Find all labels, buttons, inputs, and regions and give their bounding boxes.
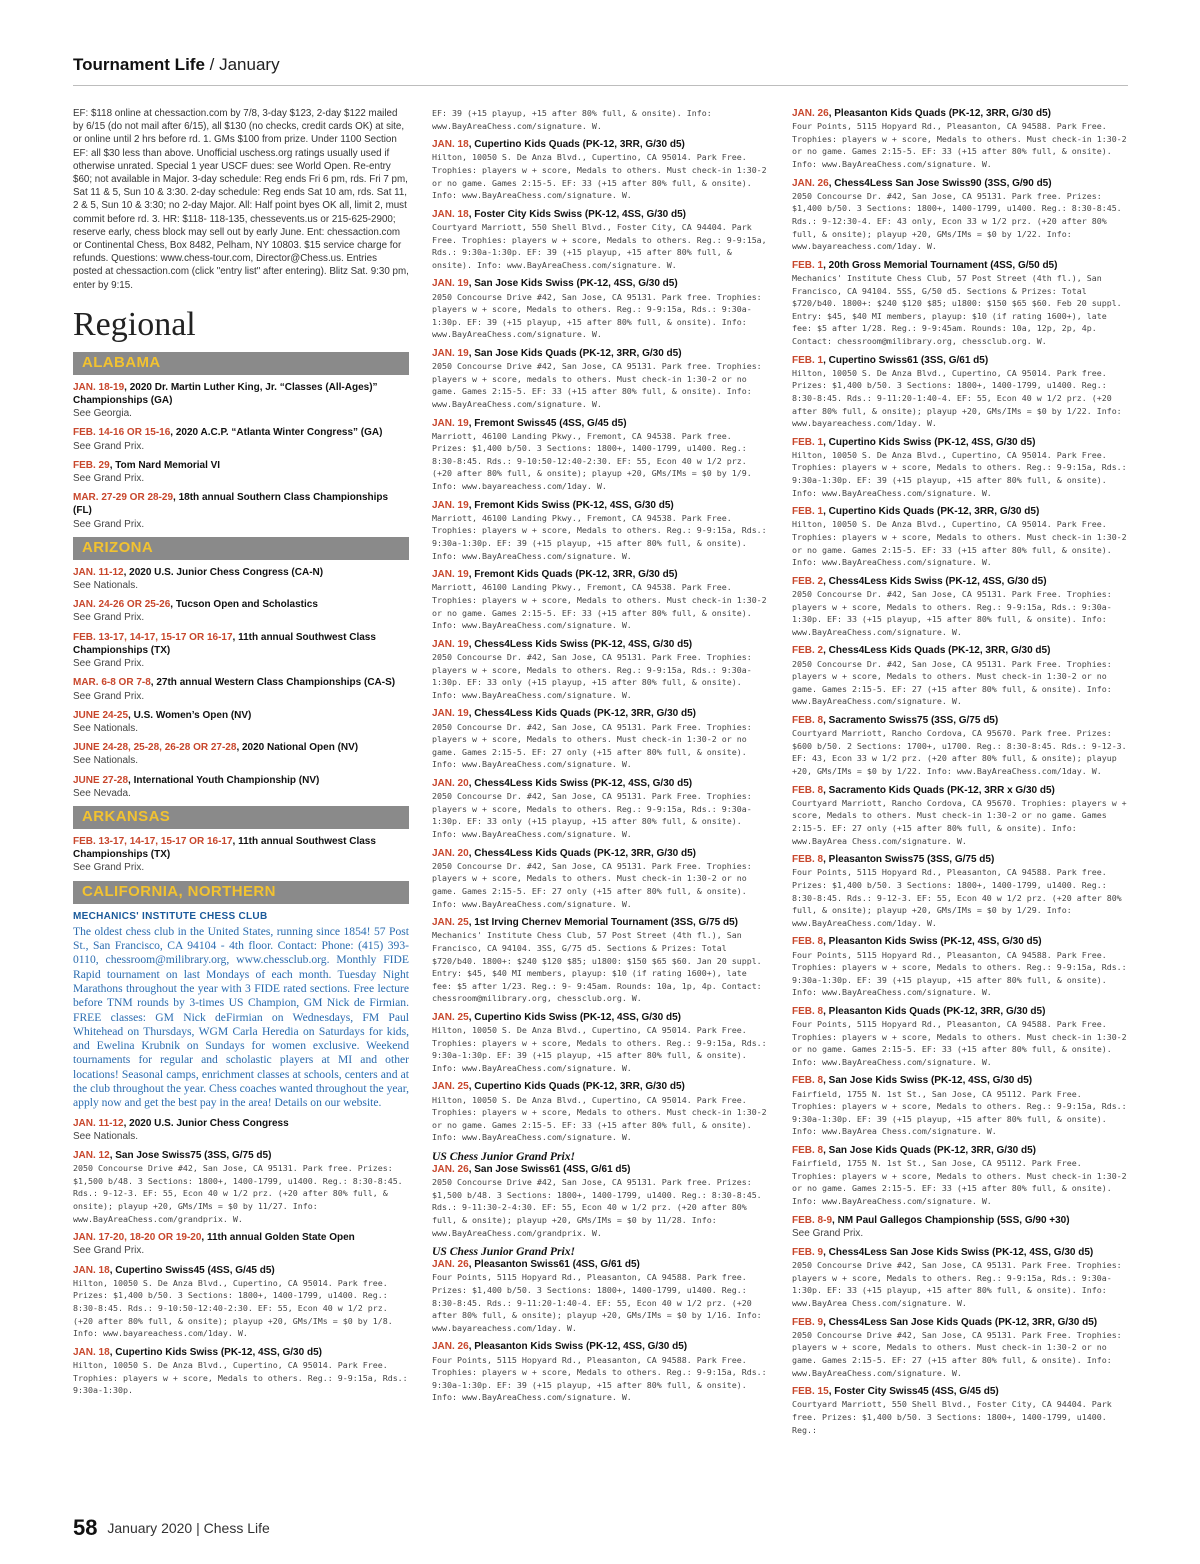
event-details: See Grand Prix. [73,690,145,702]
event-name: , 11th annual Southwest Class Championships (TX) [73,835,376,861]
event-name: , 2020 U.S. Junior Chess Congress [123,1117,289,1129]
event-title [432,1258,768,1271]
section-title: Tournament Life [73,55,205,74]
event-details: Courtyard Marriott, 550 Shell Blvd., Foster City, CA 94404. Park Free. Trophies: players w + score, Medals to others. Reg.: 9-9:15a, Rds.: 9:30a-1:30p. EF: 39 (+15 playup, +15 after 80% full, & onsite). Info: www.BayAreaChess.com/signature. W. [432,221,767,270]
event-details: Mechanics' Institute Chess Club, 57 Post Street (4th fl.), San Francisco, CA 94104. 3SS, G/75 d5. Sections & Prizes: Total $720/b40. 1800+: $240 $120 $85; u1800: $150 $65 $60. Jan 20 suppl. Entry: $45, $40 MI members, playup: $10 (if rating 1600+), late fee: $5 after 1/23. Reg.: 9- 9:45am. Rounds: 10a, 1p, 4p. Contact: chessroom@milibrary.org, chessclub.org. W. [432,930,762,1004]
event-details: See Grand Prix. [73,658,145,670]
event-listing [792,107,1128,171]
event-name: , 27th annual Western Class Championships (CA-S) [150,677,396,689]
event-date: FEB. 8 [792,854,824,866]
state-header: ARKANSAS [73,806,409,829]
event-listing [792,1144,1128,1208]
event-date: JAN. 26 [432,1259,469,1271]
event-details: 2050 Concourse Dr. #42, San Jose, CA 95131. Park Free. Trophies: players w + score, Medals to others. Reg.: 9-9:15a, Rds.: 9:30a-1:30p. EF: 33 (+15 playup, +15 after 80% full, & onsite). Info: www.BayAreaChess.com/signature. W. [792,589,1112,637]
event-details: See Nevada. [73,787,131,799]
event-title [792,1214,1128,1227]
event-date: JAN. 26 [432,1164,469,1176]
event-details: EF: 39 (+15 playup, +15 after 80% full, & onsite). Info: www.BayAreaChess.com/signature. W. [432,108,712,131]
event-name: , San Jose Kids Swiss (PK-12, 4SS, G/30 d5) [823,1075,1033,1087]
event-title [73,709,409,722]
event-details: See Grand Prix. [73,1245,145,1257]
event-listing [432,1011,768,1075]
event-details: See Nationals. [73,755,139,767]
event-date: MAR. 27-29 OR 28-29 [73,492,174,504]
event-details: See Grand Prix. [73,440,145,452]
event-date: JAN. 19 [432,569,469,581]
event-details: Marriott, 46100 Landing Pkwy., Fremont, CA 94538. Park Free. Trophies: players w + score, Medals to others. Must check-in 1:30-2 or no game. Games 2:15-5. EF: 33 (+15 after 80% full, & onsite). Info: www.BayAreaChess.com/signature. W. [432,582,767,631]
event-date: FEB. 8 [792,936,824,948]
page-number: 58 [73,1515,98,1540]
event-date: FEB. 13-17, 14-17, 15-17 OR 16-17 [73,835,233,847]
state-section [73,806,409,875]
event-listing [792,354,1128,430]
event-name: , NM Paul Gallegos Championship (5SS, G/90 +30) [832,1214,1070,1226]
event-date: FEB. 1 [792,506,824,518]
event-listing [73,381,409,421]
event-name: , 20th Gross Memorial Tournament (4SS, G/50 d5) [823,259,1058,271]
event-listing [432,208,768,272]
event-listing [73,1231,409,1257]
event-details: Courtyard Marriott, 550 Shell Blvd., Foster City, CA 94404. Park free. Prizes: $1,400 b/50. 3 Sections: 1800+, 1400-1799, u1400. Reg.: [792,1399,1112,1435]
event-name: , 11th annual Southwest Class Championships (TX) [73,631,376,656]
event-name: , Cupertino Swiss45 (4SS, G/45 d5) [109,1264,275,1276]
event-details: Mechanics' Institute Chess Club, 57 Post Street (4th fl.), San Francisco, CA 94104. 5SS, G/50 d5. Sections & Prizes: Total $720/b40. 1800+: $240 $120 $85; u1800: $150 $65 $60. Feb 20 suppl. Entry: $45, $40 MI members, playup: $10 (if rating 1600+), late fee: $5 after 1/28. Reg.: 9-9:45am. Rounds: 10a, 12p, 2p, 4p. Contact: chessroom@milibrary.org, chessclub.org. W. [792,272,1122,346]
state-header-california: CALIFORNIA, NORTHERN [73,881,409,904]
event-details: See Georgia. [73,408,132,420]
event-date: FEB. 1 [792,354,824,366]
event-details: Hilton, 10050 S. De Anza Blvd., Cupertino, CA 95014. Park Free. Trophies: players w + score, Medals to others. Must check-in 1:30-2 or no game. Games 2:15-5. EF: 33 (+15 after 80% full, & onsite). Info: www.BayAreaChess.com/signature. W. [432,152,767,201]
event-name: , Chess4Less Kids Quads (PK-12, 3RR, G/30 d5) [468,708,696,720]
event-name: , Cupertino Kids Quads (PK-12, 3RR, G/30 d5) [468,139,685,151]
event-listing [73,741,409,767]
event-listing [73,835,409,875]
event-date: JUNE 24-28, 25-28, 26-28 OR 27-28 [73,742,237,754]
event-name: , Pleasanton Swiss75 (3SS, G/75 d5) [823,854,995,866]
event-details: See Grand Prix. [792,1227,864,1239]
event-name: , San Jose Kids Quads (PK-12, 3RR, G/30 d5) [823,1145,1036,1157]
event-title [432,1340,768,1353]
event-date: JAN. 18 [432,139,469,151]
event-details: Hilton, 10050 S. De Anza Blvd., Cupertino, CA 95014. Park Free. Trophies: players w + score, Medals to others. Must check-in 1:30-2 or no game. Games 2:15-5. EF: 33 (+15 after 80% full, & onsite). Info: www.BayAreaChess.com/signature. W. [792,519,1127,568]
event-title [792,177,1128,190]
event-details: Four Points, 5115 Hopyard Rd., Pleasanton, CA 94588. Park Free. Trophies: players w + score, Medals to others. Reg.: 9-9:15a, Rds.: 9:30a-1:30p. EF: 39 (+15 playup, +15 after 80% full, & onsite). Info: www.BayAreaChess.com/signature. W. [432,1354,767,1403]
event-name: , Chess4Less Kids Quads (PK-12, 3RR, G/30 d5) [468,847,696,859]
event-name: , Fremont Kids Quads (PK-12, 3RR, G/30 d5) [468,569,678,581]
event-date: JAN. 12 [73,1150,110,1161]
event-date: FEB. 29 [73,459,110,471]
event-details: Four Points, 5115 Hopyard Rd., Pleasanton, CA 94588. Park free. Prizes: $1,400 b/50. 3 Sections: 1800+, 1400-1799, u1400. Reg.: 8:30-8:45. Rds.: 9-11:20-1:40-4. EF: 55, Econ 40 w 1/2 prz. (+20 after 80% full, & onsite); playup +20, GMs/IMs = $0 by 1/16. Info: www.bayareachess.com/1day. W. [432,1272,762,1333]
event-listing [432,1245,768,1334]
event-details: Four Points, 5115 Hopyard Rd., Pleasanton, CA 94588. Park Free. Trophies: players w + score, Medals to others. Reg.: 9-9:15a, Rds.: 9:30a-1:30p. EF: 39 (+15 playup, +15 after 80% full, & onsite). Info: www.BayAreaChess.com/signature. W. [792,949,1127,998]
event-date: FEB. 8 [792,1075,824,1087]
event-name: , 1st Irving Chernev Memorial Tournament (3SS, G/75 d5) [468,917,739,929]
event-date: FEB. 9 [792,1316,824,1328]
event-listing [73,426,409,452]
event-details: 2050 Concourse Dr. #42, San Jose, CA 95131. Park Free. Trophies: players w + score, Medals to others. Must check-in 1:30-2 or no game. Games 2:15-5. EF: 27 only (+15 after 80% full, & onsite). Info: www.BayAreaChess.com/signature. W. [432,860,752,909]
event-listing [792,784,1128,848]
event-name: , Pleasanton Kids Swiss (PK-12, 4SS, G/30 d5) [468,1341,688,1353]
event-listing [432,499,768,563]
column-2 [432,107,768,1410]
event-date: JAN. 26 [432,1341,469,1353]
event-listing [432,847,768,911]
event-listing [432,777,768,841]
event-title [792,1246,1128,1259]
event-details: Hilton, 10050 S. De Anza Blvd., Cupertino, CA 95014. Park Free. Trophies: players w + score, Medals to others. Reg.: 9-9:15a, Rds.: 9:30a-1:30p. [73,1359,408,1396]
event-listing [73,1149,409,1225]
event-name: , 18th annual Southern Class Championships (FL) [73,492,389,517]
event-details: Fairfield, 1755 N. 1st St., San Jose, CA 95112. Park Free. Trophies: players w + score, Medals to others. Reg.: 9-9:15a, Rds.: 9:30a-1:30p. EF: 39 (+15 playup, +15 after 80% full, & onsite). Info: www.BayArea Chess.com/signature. W. [792,1088,1127,1137]
event-listing [792,714,1128,778]
event-details: 2050 Concourse Dr. #42, San Jose, CA 95131. Park Free. Trophies: players w + score, Medals to others. Must check-in 1:30-2 or no game. Games 2:15-5. EF: 27 only (+15 after 80% full, & onsite). Info: www.BayAreaChess.com/signature. W. [432,721,752,770]
event-date: JUNE 24-25 [73,709,129,721]
header-rule [73,85,1128,86]
event-details: See Nationals. [73,1130,139,1142]
event-title [792,784,1128,797]
event-listing [792,177,1128,253]
event-date: JAN. 19 [432,347,469,359]
event-listing [73,1117,409,1143]
grand-prix-label: US Chess Junior Grand Prix! [432,1245,576,1259]
event-details: See Grand Prix. [73,612,145,624]
event-title [73,835,409,861]
event-title [792,354,1128,367]
event-name: , 11th annual Golden State Open [201,1232,355,1244]
event-date: JAN. 18 [432,208,469,220]
event-listing [792,259,1128,348]
event-details: Courtyard Marriott, Rancho Cordova, CA 95670. Trophies: players w + score, Medals to others. Must check-in 1:30-2 or no game. Games 2:15-5. EF: 27 only (+15 after 80% full, & onsite). Info: www.BayArea Chess.com/signature. W. [792,797,1127,846]
event-title [73,774,409,787]
event-date: FEB. 2 [792,645,824,657]
event-name: , Chess4Less Kids Swiss (PK-12, 4SS, G/30 d5) [468,638,693,650]
state-section [73,352,409,531]
event-listing [792,575,1128,639]
event-title [432,208,768,221]
event-title [432,1011,768,1024]
event-title [432,1163,768,1176]
club-heading: MECHANICS' INSTITUTE CHESS CLUB [73,910,268,922]
event-title [792,259,1128,272]
event-details: See Nationals. [73,722,139,734]
event-details: 2050 Concourse Dr. #42, San Jose, CA 95131. Park Free. Trophies: players w + score, Medals to others. Reg.: 9-9:15a, Rds.: 9:30a-1:30p. EF: 33 only (+15 playup, +15 after 80% full, & onsite). Info: www.BayAreaChess.com/signature. W. [432,652,752,700]
event-name: , Pleasanton Kids Quads (PK-12, 3RR, G/30 d5) [828,108,1051,119]
event-name: , Chess4Less Kids Swiss (PK-12, 4SS, G/30 d5) [823,575,1047,587]
event-date: JAN. 19 [432,278,469,290]
event-details: Hilton, 10050 S. De Anza Blvd., Cupertino, CA 95014. Park free. Prizes: $1,400 b/50. 3 Sections: 1800+, 1400-1799, u1400. Reg.: 8:30-8:45. Rds.: 9-11:20-1:40-4. EF: 55, Econ 40 w 1/2 prz. (+20 after 80% full, & onsite); playup +20, GMs/IMs = $0 by 1/22. Info: www.bayareachess.com/1day. W. [792,367,1122,429]
event-date: JAN. 11-12 [73,1117,124,1129]
event-title [73,459,409,472]
event-date: FEB. 9 [792,1247,824,1259]
event-details: Fairfield, 1755 N. 1st St., San Jose, CA 95112. Park Free. Trophies: players w + score, Medals to others. Must check-in 1:30-2 or no game. Games 2:15-5. EF: 33 (+15 after 80% full, & onsite). Info: www.BayAreaChess.com/signature. W. [792,1158,1127,1207]
event-details: 2050 Concourse Drive #42, San Jose, CA 95131. Park free. Prizes: $1,500 b/48. 3 Sections: 1800+, 1400-1799, u1400. Reg.: 8:30-8:45. Rds.: 9-12-3. EF: 55, Econ 40 w 1/2 prz. (+20 after 80% full, & onsite); playup +20, GMs/IMs = $0 by 11/27. Info: www.BayAreaChess.com/grandprix. W. [73,1163,403,1224]
club-description: The oldest chess club in the United States, running since 1854! 57 Post St., San Francisco, CA 94104 - 4th floor. Contact: Phone: (415) 393-0110, chessroom@milibrary.org, www.chessclub.org. Monthly FIDE Rapid tournament on last Mondays of each month. Tuesday Night Marathons throughout the year with 3 FIDE rated sections. Free lecture before TNM rounds by 3-times US Champion, GM Nick de Firmian. FREE classes: GM Nick deFirmian on Wednesdays, FM Paul Whitehead on Thursdays, WGM Carla Heredia on Saturdays for kids, and Ewelina Krubnik on Sundays for women exclusive. Weekend tournaments for regular and scholastic players at MI and other locations! Seasonal camps, enrichment classes at schools, centers and at the club throughout the year. Chess coaches wanted throughout the year, apply now and get the best pay in the area! Details on our website. [73,924,409,1110]
column-3 [792,107,1128,1442]
event-listing [792,1214,1128,1240]
event-listing [792,644,1128,708]
event-title [73,598,409,611]
event-title [73,566,409,579]
event-date: JAN. 11-12 [73,566,124,578]
event-date: JAN. 25 [432,917,469,929]
event-date: FEB. 8-9 [792,1214,833,1226]
event-listing [792,1005,1128,1069]
event-details: See Grand Prix. [73,473,145,485]
event-listing [792,1074,1128,1138]
event-listing [432,277,768,341]
event-date: JAN. 19 [432,417,469,429]
event-date: FEB. 8 [792,784,824,796]
event-date: FEB. 8 [792,1005,824,1017]
event-name: , Chess4Less San Jose Kids Swiss (PK-12, 4SS, G/30 d5) [823,1247,1094,1259]
event-title [73,1264,409,1277]
event-title [432,568,768,581]
event-details: 2050 Concourse Drive #42, San Jose, CA 95131. Park free. Trophies: players w + score, medals to others. Must check-in 1:30-2 or no game. Games 2:15-5. EF: 33 (+15 after 80% full, & onsite). Info: www.BayAreaChess.com/signature. W. [432,361,762,409]
event-listing [432,347,768,411]
header-month: January [219,55,280,74]
event-listing [73,598,409,624]
event-name: , Pleasanton Kids Quads (PK-12, 3RR, G/30 d5) [823,1005,1046,1017]
event-name: , Foster City Swiss45 (4SS, G/45 d5) [828,1386,999,1398]
event-date: FEB. 1 [792,259,824,271]
event-date: JAN. 20 [432,777,469,789]
event-name: , San Jose Kids Swiss (PK-12, 4SS, G/30 d5) [468,278,678,290]
event-name: , 2020 U.S. Junior Chess Congress (CA-N) [123,566,324,578]
event-name: , Tucson Open and Scholastics [170,599,318,611]
event-details: 2050 Concourse Drive #42, San Jose, CA 95131. Park Free. Trophies: players w + score, Medals to others. Reg.: 9-9:15a, Rds.: 9:30a-1:30p. EF: 33 (+15 playup, +15 after 80% full, & onsite). Info: www.BayArea Chess.com/signature. W. [792,1260,1122,1309]
event-name: , International Youth Championship (NV) [128,774,320,786]
event-name: , Foster City Kids Swiss (PK-12, 4SS, G/30 d5) [468,208,686,220]
california-section [73,881,409,1397]
event-name: , Sacramento Kids Quads (PK-12, 3RR x G/30 d5) [823,784,1055,796]
event-details: Hilton, 10050 S. De Anza Blvd., Cupertino, CA 95014. Park free. Prizes: $1,400 b/50. 3 Sections: 1800+, 1400-1799, u1400. Reg.: 8:30-8:45. Rds.: 9-10:50-12:40-2:30. EF: 55, Econ 40 w 1/2 prz. (+20 after 80% full, & onsite); playup +20, GMs/IMs = $0 by 1/8. Info: www.bayareachess.com/1day. W. [73,1277,393,1339]
event-listing [73,491,409,531]
event-listing [792,1316,1128,1380]
event-name: , Tom Nard Memorial VI [109,459,221,471]
event-title [73,1117,409,1130]
event-title [792,436,1128,449]
event-listing [432,1080,768,1144]
event-date: JAN. 24-26 OR 25-26 [73,599,171,611]
event-title [432,499,768,512]
event-title [792,1144,1128,1157]
event-name: , San Jose Kids Quads (PK-12, 3RR, G/30 d5) [468,347,682,359]
event-listing [432,568,768,632]
event-listing [432,707,768,771]
event-name: , 2020 National Open (NV) [236,742,359,754]
grand-prix-label: US Chess Junior Grand Prix! [432,1150,576,1164]
event-title [792,575,1128,588]
event-title [432,847,768,860]
event-title [432,138,768,151]
event-name: , Cupertino Kids Quads (PK-12, 3RR, G/30 d5) [468,1081,685,1093]
event-name: , San Jose Swiss61 (4SS, G/61 d5) [468,1164,631,1176]
event-date: JAN. 18-19 [73,381,125,393]
event-listing [73,676,409,702]
event-title [73,631,409,657]
event-name: , Cupertino Kids Swiss (PK-12, 4SS, G/30 d5) [109,1346,322,1358]
issue-label: January 2020 | Chess Life [107,1520,270,1536]
event-title [73,1346,409,1359]
event-date: JAN. 25 [432,1011,469,1023]
event-details: Hilton, 10050 S. De Anza Blvd., Cupertino, CA 95014. Park Free. Trophies: players w + score, Medals to others. Reg.: 9-9:15a, Rds.: 9:30a-1:30p. EF: 39 (+15 playup, +15 after 80% full, & onsite). Info: www.BayAreaChess.com/signature. W. [792,449,1127,498]
event-title [73,676,409,689]
state-section [73,537,409,800]
event-listing [73,631,409,671]
event-date: JAN. 19 [432,708,469,720]
event-details: 2050 Concourse Drive #42, San Jose, CA 95131. Park free. Prizes: $1,500 b/48. 3 Sections: 1800+, 1400-1799, u1400. Reg.: 8:30-8:45. Rds.: 9-11:30-2-4:30. EF: 55, Econ 40 w 1/2 prz. (+20 after 80% full, & onsite); playup +20, GMs/IMs = $0 by 11/28. Info: www.BayAreaChess.com/grandprix. W. [432,1177,762,1238]
state-header: ARIZONA [73,537,409,560]
event-date: JAN. 17-20, 18-20 OR 19-20 [73,1232,202,1244]
event-title [432,277,768,290]
event-date: JAN. 26 [792,177,829,189]
event-name: , Chess4Less San Jose Swiss90 (3SS, G/90 d5) [828,177,1052,189]
event-name: , San Jose Swiss75 (3SS, G/75 d5) [109,1150,272,1161]
event-name: , Fremont Swiss45 (4SS, G/45 d5) [468,417,627,429]
event-name: , Sacramento Swiss75 (3SS, G/75 d5) [823,715,999,726]
event-date: FEB. 2 [792,575,824,587]
state-sections [73,352,409,875]
event-listing [73,1264,409,1340]
event-details: 2050 Concourse Drive #42, San Jose, CA 95131. Park free. Trophies: players w + score, Medals to others. Reg.: 9-9:15a, Rds.: 9:30a-1:30p. EF: 39 (+15 playup, +15 after 80% full, & onsite). Info: www.BayAreaChess.com/signature. W. [432,291,762,340]
event-details: Four Points, 5115 Hopyard Rd., Pleasanton, CA 94588. Park Free. Trophies: players w + score, Medals to others. Must check-in 1:30-2 or no game. Games 2:15-5. EF: 33 (+15 after 80% full, & onsite). Info: www.BayAreaChess.com/signature. W. [792,1019,1127,1067]
event-title [432,707,768,720]
event-name: , Chess4Less San Jose Kids Quads (PK-12, 3RR, G/30 d5) [823,1316,1098,1328]
event-details: Hilton, 10050 S. De Anza Blvd., Cupertino, CA 95014. Park Free. Trophies: players w + score, Medals to others. Reg.: 9-9:15a, Rds.: 9:30a-1:30p. EF: 39 (+15 playup, +15 after 80% full, & onsite). Info: www.BayAreaChess.com/signature. W. [432,1025,767,1073]
event-listing [432,107,768,132]
event-date: JAN. 19 [432,638,469,650]
event-date: JAN. 18 [73,1346,110,1358]
event-details: 2050 Concourse Dr. #42, San Jose, CA 95131. Park Free. Trophies: players w + score, Medals to others. Must check-in 1:30-2 or no game. Games 2:15-5. EF: 27 (+15 after 80% full, & onsite). Info: www.BayAreaChess.com/signature. W. [792,658,1112,707]
event-date: JAN. 19 [432,499,469,511]
event-details: Marriott, 46100 Landing Pkwy., Fremont, CA 94538. Park free. Prizes: $1,400 b/50. 3 Sections: 1800+, 1400-1799, u1400. Reg.: 8:30-8:45. Rds.: 9-10:50-12:40-2:30. EF: 55, Econ 40 w 1/2 prz. (+20 after 80% full, & onsite); playup +20, GMs/IMs = $0 by 1/9. Info: www.bayareachess.com/1day. W. [432,430,752,492]
event-listing [792,1385,1128,1436]
event-title [73,1149,409,1162]
event-listing [73,566,409,592]
event-title [792,505,1128,518]
event-date: FEB. 8 [792,715,824,726]
event-title [432,916,768,929]
state-header: ALABAMA [73,352,409,375]
event-name: , Cupertino Kids Swiss (PK-12, 4SS, G/30 d5) [468,1011,681,1023]
event-title [792,714,1128,727]
event-title [432,777,768,790]
event-details: Marriott, 46100 Landing Pkwy., Fremont, CA 94538. Park Free. Trophies: players w + score, Medals to others. Reg.: 9-9:15a, Rds.: 9:30a-1:30p. EF: 39 (+15 playup, +15 after 80% full, & onsite). Info: www.BayAreaChess.com/signature. W. [432,512,767,561]
event-listing [432,1150,768,1239]
event-title [73,741,409,754]
event-title [432,347,768,360]
event-details: Four Points, 5115 Hopyard Rd., Pleasanton, CA 94588. Park free. Prizes: $1,400 b/50. 3 Sections: 1800+, 1400-1799, u1400. Reg.: 8:30-8:45. Rds.: 9-12-3. EF: 55, Econ 40 w 1/2 prz. (+20 after 80% full, & onsite); playup +20, GMs/IMs = $0 by 1/29. Info: www.BayAreaChess.com/1day. W. [792,867,1122,928]
intro-text: EF: $118 online at chessaction.com by 7/8, 3-day $123, 2-day $122 mailed by 6/15 (do not mail after 6/15), all $130 (no checks, credit cards OK) at site, or online until 2 hrs before rd. 1. GMs $100 from prize. Under 1100 Section EF: all $30 less than above. Unofficial uschess.org ratings usually used if otherwise unrated. Special 1 year USCF dues: see World Open. Re-entry $60; not available in Major. 3-day schedule: Reg ends Fri 6 pm, rds. Fri 7 pm, Sat 11 & 5, Sun 10 & 3:30. 2-day schedule: Reg ends Sat 10 am, rds. Sat 11, 2 & 5, Sun 10 & 3:30; no 2-day Major. All: Half point byes OK all, limit 2, must commit before rd. 3. HR: $118- 118-135, chessevents.us or 215-625-2900; reserve early, chess block may sell out by early June. Ent: chessaction.com or Continental Chess, Box 8482, Pelham, NY 10803. $15 service charge for refunds. Questions: www.chess-tour.com, Director@Chess.us. Entries posted at chessaction.com (click "entry list" after entering). Blitz Sat. 9:30 pm, enter by 9:15. [73,108,409,291]
event-listing [432,916,768,1005]
page-footer [73,1515,270,1541]
event-listing [73,709,409,735]
event-title [792,1005,1128,1018]
event-details: 2050 Concourse Dr. #42, San Jose, CA 95131. Park free. Prizes: $1,400 b/50. 3 Sections: 1800+, 1400-1799, u1400. Reg.: 8:30-8:45. Rds.: 9-12:30-4. EF: 43 only, Econ 33 w 1/2 prz. (+20 after 80% full, & onsite); playup +20, GMs/IMs = $0 by 1/22. Info: www.bayareachess.com/1day. W. [792,190,1122,252]
event-title [73,491,409,517]
event-listing [792,1246,1128,1310]
event-details: Four Points, 5115 Hopyard Rd., Pleasanton, CA 94588. Park Free. Trophies: players w + score, Medals to others. Must check-in 1:30-2 or no game. Games 2:15-5. EF: 33 (+15 after 80% full, & onsite). Info: www.BayAreaChess.com/signature. W. [792,121,1127,169]
event-name: , U.S. Women’s Open (NV) [128,709,252,721]
event-name: , Pleasanton Swiss61 (4SS, G/61 d5) [468,1259,640,1271]
event-date: JUNE 27-28 [73,774,129,786]
event-date: JAN. 18 [73,1264,110,1276]
event-title [792,1074,1128,1087]
page-header [73,55,1128,75]
event-details: See Nationals. [73,580,139,592]
event-name: , Chess4Less Kids Quads (PK-12, 3RR, G/30 d5) [823,645,1051,657]
event-listing [432,638,768,702]
event-details: See Grand Prix. [73,518,145,530]
event-listing [432,1340,768,1404]
event-listing [73,774,409,800]
event-date: FEB. 14-16 OR 15-16 [73,427,171,439]
event-title [73,426,409,439]
column-1 [73,107,409,1403]
event-title [792,853,1128,866]
event-date: FEB. 15 [792,1386,829,1398]
event-date: FEB. 1 [792,436,824,448]
california-events [73,1117,409,1397]
regional-heading: Regional [73,305,196,343]
event-name: , Chess4Less Kids Swiss (PK-12, 4SS, G/30 d5) [468,777,693,789]
event-listing [73,1346,409,1397]
event-title [792,935,1128,948]
event-listing [792,436,1128,500]
event-name: , Cupertino Kids Quads (PK-12, 3RR, G/30 d5) [823,506,1040,518]
event-title [792,107,1128,120]
event-name: , Cupertino Kids Swiss (PK-12, 4SS, G/30 d5) [823,436,1036,448]
event-details: 2050 Concourse Dr. #42, San Jose, CA 95131. Park Free. Trophies: players w + score, Medals to others. Reg.: 9-9:15a, Rds.: 9:30a-1:30p. EF: 33 only (+15 playup, +15 after 80% full, & onsite). Info: www.BayAreaChess.com/signature. W. [432,791,752,839]
event-name: , Pleasanton Kids Swiss (PK-12, 4SS, G/30 d5) [823,936,1042,948]
event-listing [792,935,1128,999]
event-date: JAN. 26 [792,108,829,119]
event-listing [73,459,409,485]
event-listing [792,505,1128,569]
event-listing [792,853,1128,929]
header-separator: / [204,55,220,74]
event-listing [432,417,768,493]
event-title [792,1385,1128,1398]
event-name: , 2020 A.C.P. “Atlanta Winter Congress” (GA) [170,427,383,439]
event-date: FEB. 13-17, 14-17, 15-17 OR 16-17 [73,631,233,643]
event-details: Courtyard Marriott, Rancho Cordova, CA 95670. Park free. Prizes: $600 b/50. 2 Sections: 1700+, u1700. Reg.: 8:30-8:45. Rds.: 9-12-3. EF: 43, Econ 33 w 1/2 prz. (+20 after 80% full, & onsite); playup +20, GMs/IMs = $0 by 1/22. Info: www.BayAreaChess.com/1day. W. [792,728,1127,776]
event-date: MAR. 6-8 OR 7-8 [73,677,151,689]
event-details: See Grand Prix. [73,862,145,874]
event-details: 2050 Concourse Drive #42, San Jose, CA 95131. Park Free. Trophies: players w + score, Medals to others. Must check-in 1:30-2 or no game. Games 2:15-5. EF: 27 (+15 after 80% full, & onsite). Info: www.BayAreaChess.com/signature. W. [792,1329,1122,1378]
event-date: JAN. 20 [432,847,469,859]
event-title [792,644,1128,657]
event-name: , 2020 Dr. Martin Luther King, Jr. “Classes (All-Ages)” Championships (GA) [73,381,378,407]
event-title [792,1316,1128,1329]
event-title [432,638,768,651]
event-date: JAN. 25 [432,1081,469,1093]
event-title [432,417,768,430]
event-name: , Fremont Kids Swiss (PK-12, 4SS, G/30 d5) [468,499,674,511]
event-listing [432,138,768,202]
event-title [73,381,409,407]
event-title [432,1080,768,1093]
event-title [73,1231,409,1244]
event-name: , Cupertino Swiss61 (3SS, G/61 d5) [823,354,989,366]
event-date: FEB. 8 [792,1145,824,1157]
event-details: Hilton, 10050 S. De Anza Blvd., Cupertino, CA 95014. Park Free. Trophies: players w + score, Medals to others. Must check-in 1:30-2 or no game. Games 2:15-5. EF: 33 (+15 after 80% full, & onsite). Info: www.BayAreaChess.com/signature. W. [432,1094,767,1143]
